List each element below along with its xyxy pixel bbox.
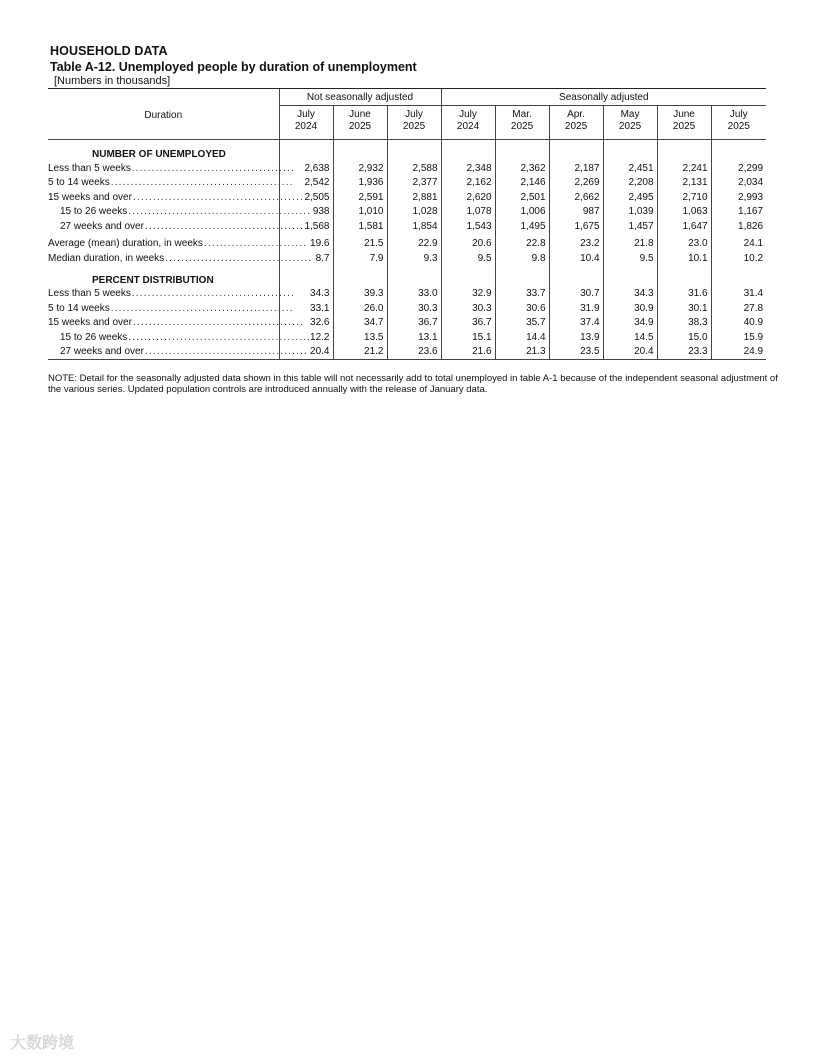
value-cell: 1,078 <box>441 205 495 220</box>
value-cell: 13.1 <box>387 330 441 345</box>
empty-cell <box>711 140 766 162</box>
column-month: July <box>729 109 748 120</box>
column-year: 2024 <box>294 121 318 132</box>
row-label-text: 27 weeks and over <box>60 220 144 232</box>
dot-leader: ......................................... <box>144 220 309 232</box>
value-cell: 2,662 <box>549 190 603 205</box>
column-year: 2025 <box>402 121 426 132</box>
empty-cell <box>495 266 549 287</box>
value-cell: 23.5 <box>549 345 603 360</box>
column-month: May <box>620 109 640 120</box>
value-cell: 19.6 <box>279 234 333 252</box>
value-cell: 30.1 <box>657 301 711 316</box>
value-cell: 2,034 <box>711 176 766 191</box>
column-header-period <box>495 106 549 140</box>
value-cell: 21.2 <box>333 345 387 360</box>
row-label <box>48 205 312 220</box>
column-year: 2025 <box>672 121 696 132</box>
value-cell: 12.2 <box>279 330 333 345</box>
value-cell: 1,647 <box>657 219 711 234</box>
value-cell: 32.9 <box>441 287 495 302</box>
value-cell: 987 <box>549 205 603 220</box>
value-cell: 1,063 <box>657 205 711 220</box>
unemployment-duration-table <box>48 88 766 360</box>
column-month: July <box>405 109 423 120</box>
column-year: 2025 <box>510 121 534 132</box>
value-cell: 2,505 <box>279 190 333 205</box>
value-cell: 2,495 <box>603 190 657 205</box>
column-year: 2025 <box>727 121 750 132</box>
value-cell: 34.3 <box>279 287 333 302</box>
empty-cell <box>387 266 441 287</box>
value-cell: 23.0 <box>657 234 711 252</box>
value-cell: 15.1 <box>441 330 495 345</box>
value-cell: 1,039 <box>603 205 657 220</box>
category-title: HOUSEHOLD DATA <box>50 44 168 58</box>
value-cell: 22.9 <box>387 234 441 252</box>
value-cell: 38.3 <box>657 316 711 331</box>
column-month: June <box>349 109 371 120</box>
value-cell: 938 <box>279 205 333 220</box>
value-cell: 2,187 <box>549 161 603 176</box>
value-cell: 24.9 <box>711 345 766 360</box>
value-cell: 37.4 <box>549 316 603 331</box>
row-label-text: Median duration, in weeks <box>48 252 165 264</box>
value-cell: 1,543 <box>441 219 495 234</box>
column-year: 2024 <box>456 121 480 132</box>
value-cell: 1,568 <box>279 219 333 234</box>
table-row <box>48 345 766 360</box>
value-cell: 30.9 <box>603 301 657 316</box>
column-month: July <box>297 109 315 120</box>
value-cell: 1,854 <box>387 219 441 234</box>
footnote: NOTE: Detail for the seasonally adjusted data shown in this table will not necessarily add to total unemployed in table A-1 because of the independent seasonal adjustment of the various series. Updated population controls are introduced annually with the release of January data. <box>48 373 778 395</box>
row-label <box>48 251 313 266</box>
dot-leader: ........................................... <box>132 191 305 203</box>
empty-cell <box>657 266 711 287</box>
row-label <box>48 316 305 331</box>
value-cell: 1,581 <box>333 219 387 234</box>
row-label <box>48 287 295 302</box>
table-row <box>48 251 766 266</box>
row-label <box>48 176 294 191</box>
row-label <box>48 190 305 205</box>
row-label <box>48 161 295 176</box>
table-row <box>48 287 766 302</box>
value-cell: 23.3 <box>657 345 711 360</box>
value-cell: 22.8 <box>495 234 549 252</box>
value-cell: 2,451 <box>603 161 657 176</box>
value-cell: 30.3 <box>387 301 441 316</box>
value-cell: 32.6 <box>279 316 333 331</box>
value-cell: 10.2 <box>711 251 766 266</box>
value-cell: 2,620 <box>441 190 495 205</box>
row-label-text: 27 weeks and over <box>60 346 144 358</box>
dot-leader: .............................................. <box>110 302 294 314</box>
value-cell: 30.7 <box>549 287 603 302</box>
empty-cell <box>603 266 657 287</box>
dot-leader: .............................................. <box>128 206 312 218</box>
column-header-period <box>603 106 657 140</box>
dot-leader: ........................................... <box>132 317 305 329</box>
value-cell: 20.6 <box>441 234 495 252</box>
empty-cell <box>333 266 387 287</box>
value-cell: 31.4 <box>711 287 766 302</box>
row-label-text: Average (mean) duration, in weeks <box>48 238 203 250</box>
column-month: July <box>459 109 477 120</box>
value-cell: 26.0 <box>333 301 387 316</box>
empty-cell <box>441 266 495 287</box>
value-cell: 40.9 <box>711 316 766 331</box>
value-cell: 23.6 <box>387 345 441 360</box>
value-cell: 36.7 <box>441 316 495 331</box>
value-cell: 9.5 <box>441 251 495 266</box>
value-cell: 9.3 <box>387 251 441 266</box>
column-month: Mar. <box>512 109 532 120</box>
value-cell: 27.8 <box>711 301 766 316</box>
value-cell: 1,006 <box>495 205 549 220</box>
value-cell: 2,710 <box>657 190 711 205</box>
value-cell: 7.9 <box>333 251 387 266</box>
value-cell: 2,269 <box>549 176 603 191</box>
column-month: June <box>673 109 695 120</box>
value-cell: 15.9 <box>711 330 766 345</box>
value-cell: 2,362 <box>495 161 549 176</box>
section-number-of-unemployed: NUMBER OF UNEMPLOYED <box>92 149 226 160</box>
row-label-text: 5 to 14 weeks <box>48 177 110 189</box>
value-cell: 1,826 <box>711 219 766 234</box>
value-cell: 35.7 <box>495 316 549 331</box>
row-label-text: 15 to 26 weeks <box>60 206 128 218</box>
column-header-period <box>279 106 333 140</box>
value-cell: 1,675 <box>549 219 603 234</box>
table-row <box>48 205 766 220</box>
table-row <box>48 330 766 345</box>
value-cell: 2,591 <box>333 190 387 205</box>
column-month: Apr. <box>567 109 585 120</box>
value-cell: 21.8 <box>603 234 657 252</box>
value-cell: 21.5 <box>333 234 387 252</box>
section-percent-distribution: PERCENT DISTRIBUTION <box>92 274 214 286</box>
value-cell: 2,208 <box>603 176 657 191</box>
row-label <box>48 330 312 345</box>
value-cell: 14.4 <box>495 330 549 345</box>
row-label-text: 15 weeks and over <box>48 191 132 203</box>
units-note: [Numbers in thousands] <box>54 75 171 87</box>
value-cell: 21.3 <box>495 345 549 360</box>
value-cell: 21.6 <box>441 345 495 360</box>
duration-header: Duration <box>48 89 279 140</box>
table-row <box>48 316 766 331</box>
empty-cell <box>441 140 495 162</box>
column-header-period <box>441 106 495 140</box>
column-header-period <box>711 106 766 140</box>
table-row <box>48 234 766 252</box>
table-row <box>48 301 766 316</box>
value-cell: 20.4 <box>279 345 333 360</box>
value-cell: 39.3 <box>333 287 387 302</box>
row-label-text: 5 to 14 weeks <box>48 302 110 314</box>
empty-cell <box>279 266 333 287</box>
value-cell: 2,162 <box>441 176 495 191</box>
value-cell: 30.6 <box>495 301 549 316</box>
row-label <box>48 219 309 234</box>
value-cell: 2,881 <box>387 190 441 205</box>
dot-leader: .......................... <box>203 238 308 250</box>
empty-cell <box>495 140 549 162</box>
table-title: Table A-12. Unemployed people by duration of unemployment <box>50 60 417 74</box>
value-cell: 20.4 <box>603 345 657 360</box>
value-cell: 2,501 <box>495 190 549 205</box>
row-label-text: Less than 5 weeks <box>48 162 131 174</box>
value-cell: 33.1 <box>279 301 333 316</box>
value-cell: 13.5 <box>333 330 387 345</box>
value-cell: 1,936 <box>333 176 387 191</box>
value-cell: 36.7 <box>387 316 441 331</box>
value-cell: 31.9 <box>549 301 603 316</box>
column-header-period <box>333 106 387 140</box>
dot-leader: ......................................... <box>131 288 295 300</box>
column-year: 2025 <box>618 121 642 132</box>
value-cell: 1,167 <box>711 205 766 220</box>
empty-cell <box>603 140 657 162</box>
empty-cell <box>711 266 766 287</box>
row-label <box>48 234 308 252</box>
value-cell: 33.7 <box>495 287 549 302</box>
watermark-logo: 大数跨境 <box>10 1035 75 1052</box>
empty-cell <box>279 140 333 162</box>
value-cell: 2,993 <box>711 190 766 205</box>
row-label-text: 15 to 26 weeks <box>60 331 128 343</box>
dot-leader: .............................................. <box>110 177 294 189</box>
dot-leader: .............................................. <box>128 331 312 343</box>
table-row <box>48 219 766 234</box>
empty-cell <box>387 140 441 162</box>
value-cell: 34.9 <box>603 316 657 331</box>
value-cell: 1,010 <box>333 205 387 220</box>
table-row <box>48 176 766 191</box>
value-cell: 10.1 <box>657 251 711 266</box>
column-year: 2025 <box>564 121 588 132</box>
value-cell: 8.7 <box>279 251 333 266</box>
table-row <box>48 161 766 176</box>
value-cell: 2,638 <box>279 161 333 176</box>
value-cell: 2,131 <box>657 176 711 191</box>
value-cell: 2,299 <box>711 161 766 176</box>
column-year: 2025 <box>348 121 372 132</box>
value-cell: 10.4 <box>549 251 603 266</box>
value-cell: 2,588 <box>387 161 441 176</box>
empty-cell <box>657 140 711 162</box>
value-cell: 15.0 <box>657 330 711 345</box>
value-cell: 1,457 <box>603 219 657 234</box>
value-cell: 2,542 <box>279 176 333 191</box>
dot-leader: ......................................... <box>144 346 309 358</box>
column-header-period <box>387 106 441 140</box>
value-cell: 14.5 <box>603 330 657 345</box>
value-cell: 33.0 <box>387 287 441 302</box>
value-cell: 23.2 <box>549 234 603 252</box>
empty-cell <box>333 140 387 162</box>
column-header-period <box>549 106 603 140</box>
value-cell: 2,348 <box>441 161 495 176</box>
empty-cell <box>549 140 603 162</box>
row-label <box>48 301 294 316</box>
value-cell: 2,241 <box>657 161 711 176</box>
value-cell: 30.3 <box>441 301 495 316</box>
row-label-text: 15 weeks and over <box>48 317 132 329</box>
value-cell: 2,932 <box>333 161 387 176</box>
table-row <box>48 190 766 205</box>
value-cell: 31.6 <box>657 287 711 302</box>
value-cell: 1,028 <box>387 205 441 220</box>
group-not-seasonally-adjusted: Not seasonally adjusted <box>279 89 441 106</box>
value-cell: 2,146 <box>495 176 549 191</box>
empty-cell <box>549 266 603 287</box>
value-cell: 24.1 <box>711 234 766 252</box>
row-label <box>48 345 309 360</box>
value-cell: 9.5 <box>603 251 657 266</box>
value-cell: 1,495 <box>495 219 549 234</box>
value-cell: 34.7 <box>333 316 387 331</box>
dot-leader: ......................................... <box>131 162 295 174</box>
value-cell: 2,377 <box>387 176 441 191</box>
row-label-text: Less than 5 weeks <box>48 288 131 300</box>
value-cell: 13.9 <box>549 330 603 345</box>
group-seasonally-adjusted: Seasonally adjusted <box>441 89 766 106</box>
value-cell: 9.8 <box>495 251 549 266</box>
value-cell: 34.3 <box>603 287 657 302</box>
dot-leader: ..................................... <box>165 252 313 264</box>
column-header-period <box>657 106 711 140</box>
